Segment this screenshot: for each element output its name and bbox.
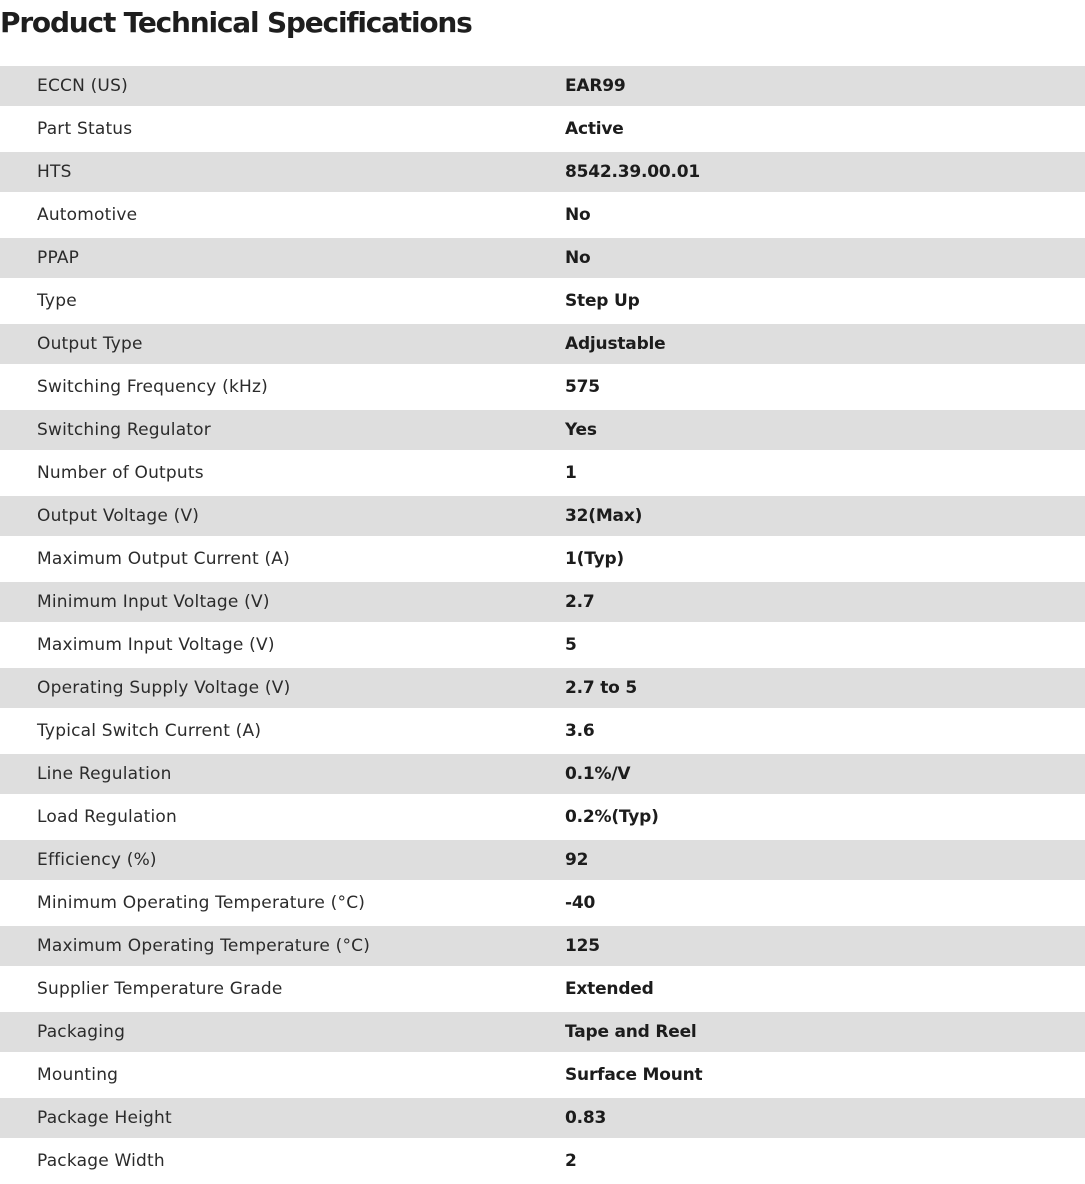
spec-row	[0, 1098, 1085, 1138]
spec-value: No	[565, 205, 591, 225]
spec-row	[0, 278, 1085, 324]
spec-row	[0, 1012, 1085, 1052]
spec-label: Maximum Output Current (A)	[37, 549, 290, 569]
spec-label: Automotive	[37, 205, 138, 225]
spec-row	[0, 668, 1085, 708]
spec-value: 1	[565, 463, 577, 483]
spec-value: 0.2%(Typ)	[565, 807, 659, 827]
spec-value: Surface Mount	[565, 1065, 703, 1085]
spec-label: Maximum Input Voltage (V)	[37, 635, 275, 655]
spec-value: 8542.39.00.01	[565, 162, 701, 182]
spec-value: 2.7	[565, 592, 595, 612]
spec-label: Number of Outputs	[37, 463, 204, 483]
spec-label: Operating Supply Voltage (V)	[37, 678, 291, 698]
spec-row	[0, 192, 1085, 238]
spec-row	[0, 238, 1085, 278]
spec-value: Tape and Reel	[565, 1022, 697, 1042]
spec-value: 2.7 to 5	[565, 678, 637, 698]
spec-row	[0, 794, 1085, 840]
spec-label: Output Voltage (V)	[37, 506, 200, 526]
spec-label: Package Width	[37, 1151, 165, 1171]
spec-label: Switching Regulator	[37, 420, 211, 440]
spec-value: 92	[565, 850, 589, 870]
spec-label: Efficiency (%)	[37, 850, 157, 870]
spec-value: Active	[565, 119, 624, 139]
spec-value: 2	[565, 1151, 577, 1171]
spec-row	[0, 450, 1085, 496]
spec-label: Mounting	[37, 1065, 119, 1085]
spec-row	[0, 708, 1085, 754]
spec-value: 1(Typ)	[565, 549, 624, 569]
spec-row	[0, 926, 1085, 966]
spec-row	[0, 106, 1085, 152]
spec-row	[0, 622, 1085, 668]
spec-label: Minimum Input Voltage (V)	[37, 592, 270, 612]
spec-row	[0, 324, 1085, 364]
spec-row	[0, 880, 1085, 926]
spec-value: 32(Max)	[565, 506, 643, 526]
spec-value: No	[565, 248, 591, 268]
spec-value: Adjustable	[565, 334, 666, 354]
spec-row	[0, 1052, 1085, 1098]
spec-value: Yes	[565, 420, 597, 440]
spec-label: Output Type	[37, 334, 143, 354]
spec-value: Extended	[565, 979, 654, 999]
spec-label: Packaging	[37, 1022, 126, 1042]
spec-value: 5	[565, 635, 577, 655]
spec-label: Type	[37, 291, 77, 311]
spec-row	[0, 410, 1085, 450]
spec-row	[0, 152, 1085, 192]
spec-label: PPAP	[37, 248, 80, 268]
spec-value: 0.1%/V	[565, 764, 631, 784]
spec-label: ECCN (US)	[37, 76, 128, 96]
spec-row	[0, 966, 1085, 1012]
page-title: Product Technical Specifications	[0, 6, 472, 39]
spec-label: Typical Switch Current (A)	[37, 721, 262, 741]
spec-label: Load Regulation	[37, 807, 177, 827]
spec-row	[0, 364, 1085, 410]
spec-label: Supplier Temperature Grade	[37, 979, 283, 999]
spec-row	[0, 1138, 1085, 1184]
spec-value: 125	[565, 936, 600, 956]
spec-label: HTS	[37, 162, 72, 182]
spec-row	[0, 496, 1085, 536]
spec-label: Package Height	[37, 1108, 172, 1128]
spec-row	[0, 840, 1085, 880]
spec-label: Switching Frequency (kHz)	[37, 377, 268, 397]
spec-value: Step Up	[565, 291, 640, 311]
spec-value: 0.83	[565, 1108, 607, 1128]
spec-label: Part Status	[37, 119, 133, 139]
spec-label: Minimum Operating Temperature (°C)	[37, 893, 366, 913]
spec-value: 575	[565, 377, 600, 397]
spec-row	[0, 754, 1085, 794]
spec-value: EAR99	[565, 76, 626, 96]
spec-row	[0, 582, 1085, 622]
spec-value: 3.6	[565, 721, 595, 741]
spec-table	[0, 66, 1085, 1184]
spec-row	[0, 536, 1085, 582]
spec-label: Maximum Operating Temperature (°C)	[37, 936, 371, 956]
spec-label: Line Regulation	[37, 764, 172, 784]
spec-row	[0, 66, 1085, 106]
spec-value: -40	[565, 893, 596, 913]
